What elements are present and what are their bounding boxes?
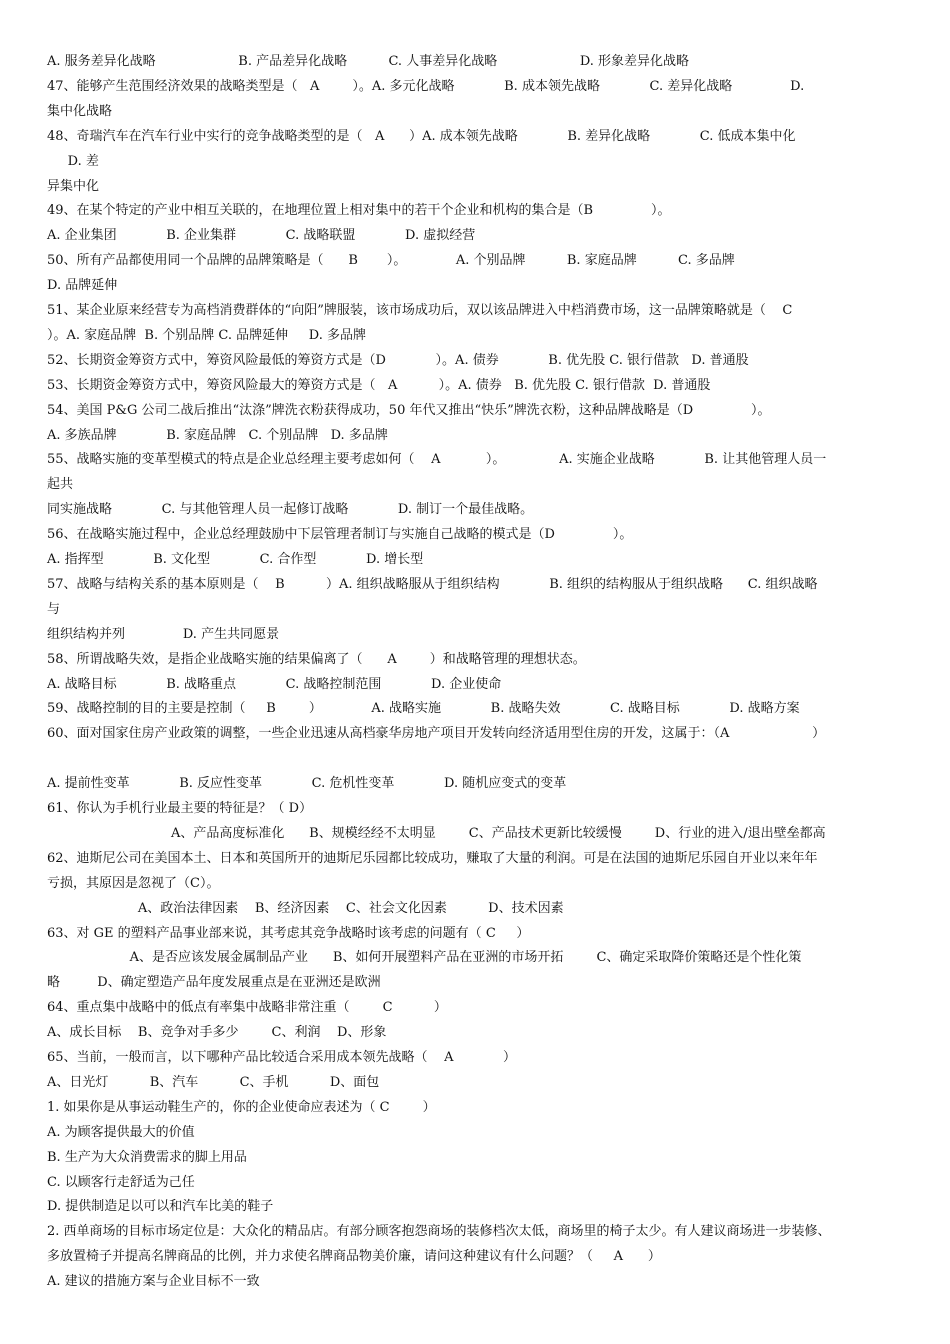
- text-line: A. 建议的措施方案与企业目标不一致: [47, 1274, 260, 1290]
- text-line: 57、战略与结构关系的基本原则是（ B ）A. 组织战略服从于组织结构 B. 组织的结构服从于组织战略 C. 组织战略: [47, 576, 818, 592]
- text-line: 60、面对国家住房产业政策的调整，一些企业迅速从高档豪华房地产项目开发转向经济适用型住房的开发，这属于：（A ）: [47, 726, 826, 742]
- text-line: 47、能够产生范围经济效果的战略类型是（ A ）。A. 多元化战略 B. 成本领先战略 C. 差异化战略 D.: [47, 78, 805, 94]
- text-line: A、政治法律因素 B、经济因素 C、社会文化因素 D、技术因素: [47, 900, 564, 916]
- text-line: 51、某企业原来经营专为高档消费群体的“向阳”牌服装，该市场成功后，双以该品牌进入中档消费市场，这一品牌策略就是（ C: [47, 303, 793, 318]
- text-line: D. 差: [47, 153, 99, 169]
- text-line: 与: [47, 601, 61, 617]
- text-line: 65、当前，一般而言，以下哪种产品比较适合采用成本领先战略（ A ）: [47, 1050, 517, 1065]
- text-line: 同实施战略 C. 与其他管理人员一起修订战略 D. 制订一个最佳战略。: [47, 502, 534, 518]
- text-line: A. 多族品牌 B. 家庭品牌 C. 个别品牌 D. 多品牌: [47, 427, 388, 443]
- text-line: 55、战略实施的变革型模式的特点是企业总经理主要考虑如何（ A ）。 A. 实施企业战略 B. 让其他管理人员一: [47, 452, 827, 468]
- text-line: 多放置椅子并提高名牌商品的比例，并力求使名牌商品物美价廉，请问这种建议有什么问题？（ A ）: [47, 1249, 661, 1265]
- text-line: 48、奇瑞汽车在汽车行业中实行的竞争战略类型的是（ A ）A. 成本领先战略 B. 差异化战略 C. 低成本集中化: [47, 128, 796, 144]
- text-line: 亏损，其原因是忽视了（C）。: [47, 875, 220, 891]
- text-line: 54、美国 P&G 公司二战后推出“汰涤”牌洗衣粉获得成功，50 年代又推出“快乐”牌洗衣粉，这种品牌战略是（D ）。: [47, 402, 771, 418]
- text-line: A、成长目标 B、竞争对手多少 C、利润 D、形象: [47, 1025, 387, 1041]
- text-line: A. 为顾客提供最大的价值: [47, 1124, 195, 1140]
- text-line: A、日光灯 B、汽车 C、手机 D、面包: [47, 1074, 380, 1090]
- text-line: A. 战略目标 B. 战略重点 C. 战略控制范围 D. 企业使命: [47, 676, 502, 692]
- text-line: 58、所谓战略失效，是指企业战略实施的结果偏离了（ A ）和战略管理的理想状态。: [47, 651, 586, 667]
- text-line: 50、所有产品都使用同一个品牌的品牌策略是（ B ）。 A. 个别品牌 B. 家庭品牌 C. 多品牌: [47, 253, 735, 269]
- text-line: 略 D、确定塑造产品年度发展重点是在亚洲还是欧洲: [47, 975, 381, 991]
- text-line: B. 生产为大众消费需求的脚上用品: [47, 1149, 247, 1165]
- text-line: D. 品牌延伸: [47, 278, 118, 294]
- text-line: A. 指挥型 B. 文化型 C. 合作型 D. 增长型: [47, 552, 424, 567]
- text-line: 49、在某个特定的产业中相互关联的，在地理位置上相对集中的若干个企业和机构的集合是（B ）。: [47, 203, 671, 219]
- text-line: A、产品高度标准化 B、规模经经不太明显 C、产品技术更新比较缓慢 D、行业的进入/退出壁垒都高: [47, 825, 826, 841]
- text-line: 组织结构并列 D. 产生共同愿景: [47, 626, 280, 642]
- text-line: 63、对 GE 的塑料产品事业部来说，其考虑其竞争战略时该考虑的问题有（ C ）: [47, 925, 530, 941]
- text-line: 56、在战略实施过程中，企业总经理鼓励中下层管理者制订与实施自己战略的模式是（D ）。: [47, 527, 633, 543]
- text-line: 62、迪斯尼公司在美国本土、日本和英国所开的迪斯尼乐园都比较成功，赚取了大量的利润。可是在法国的迪斯尼乐园自开业以来年年: [47, 850, 818, 866]
- text-line: 52、长期资金筹资方式中，筹资风险最低的筹资方式是（D ）。A. 债券 B. 优先股 C. 银行借款 D. 普通股: [47, 352, 749, 368]
- text-line: 53、长期资金筹资方式中，筹资风险最大的筹资方式是（ A ）。A. 债券 B. 优先股 C. 银行借款 D. 普通股: [47, 377, 711, 393]
- text-line: A、是否应该发展金属制品产业 B、如何开展塑料产品在亚洲的市场开拓 C、确定采取降价策略还是个性化策: [47, 950, 802, 966]
- text-line: C. 以顾客行走舒适为己任: [47, 1174, 195, 1190]
- text-line: 59、战略控制的目的主要是控制（ B ） A. 战略实施 B. 战略失效 C. 战略目标 D. 战略方案: [47, 701, 800, 717]
- text-line: ）。A. 家庭品牌 B. 个别品牌 C. 品牌延伸 D. 多品牌: [47, 327, 367, 343]
- text-line: 1. 如果你是从事运动鞋生产的，你的企业使命应表述为（ C ）: [47, 1099, 436, 1115]
- text-line: A. 企业集团 B. 企业集群 C. 战略联盟 D. 虚拟经营: [47, 228, 476, 244]
- text-line: 64、重点集中战略中的低点有率集中战略非常注重（ C ）: [47, 1000, 447, 1016]
- text-line: A. 提前性变革 B. 反应性变革 C. 危机性变革 D. 随机应变式的变革: [47, 776, 567, 792]
- text-line: 2. 西单商场的目标市场定位是：大众化的精品店。有部分顾客抱怨商场的装修档次太低，商场里的椅子太少。有人建议商场进一步装修、: [47, 1224, 831, 1240]
- text-line: 61、你认为手机行业最主要的特征是？（ D）: [47, 801, 313, 816]
- text-line: 集中化战略: [47, 103, 113, 119]
- text-line: 起共: [47, 477, 74, 493]
- text-line: A. 服务差异化战略 B. 产品差异化战略 C. 人事差异化战略 D. 形象差异化战略: [47, 54, 690, 69]
- text-line: 异集中化: [47, 178, 100, 194]
- text-line: D. 提供制造足以可以和汽车比美的鞋子: [47, 1199, 274, 1215]
